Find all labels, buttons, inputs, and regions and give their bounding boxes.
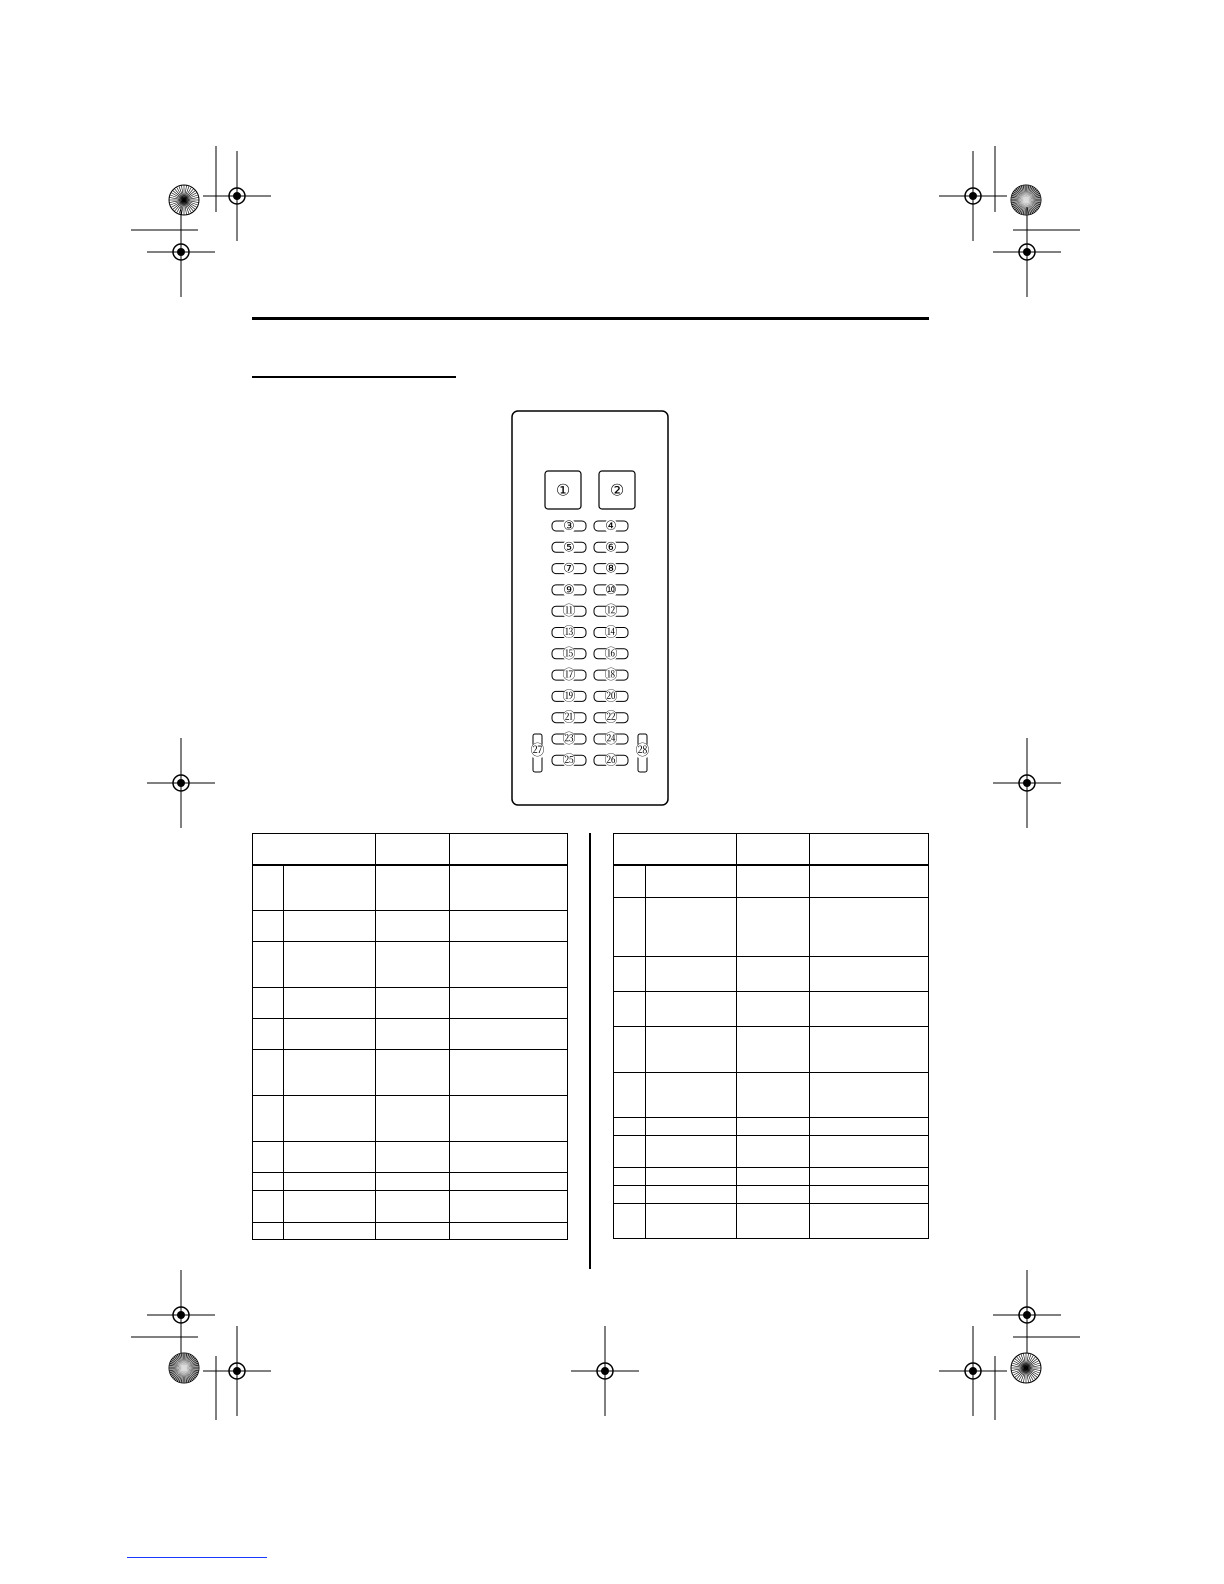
table-cell bbox=[614, 957, 646, 992]
table-cell bbox=[614, 1073, 646, 1118]
table-row bbox=[253, 1173, 568, 1191]
table-cell bbox=[284, 1096, 376, 1142]
crop-target-top-right-lower bbox=[993, 207, 1061, 297]
table-cell bbox=[284, 988, 376, 1019]
table-cell bbox=[646, 1118, 737, 1136]
table-cell bbox=[614, 1186, 646, 1204]
table-cell bbox=[810, 1204, 929, 1239]
main-fuse-label-2: ② bbox=[609, 480, 625, 500]
fuse-label-3: ③ bbox=[563, 519, 575, 534]
table-cell bbox=[253, 1142, 284, 1173]
section-heading-underline bbox=[252, 376, 456, 378]
table-row bbox=[253, 1050, 568, 1096]
starburst-mark-bottom-right bbox=[1011, 1353, 1041, 1383]
fuse-label-4: ④ bbox=[605, 519, 617, 534]
table-cell bbox=[646, 1027, 737, 1073]
table-cell bbox=[376, 1096, 450, 1142]
table-cell bbox=[614, 865, 646, 898]
table-cell bbox=[646, 1168, 737, 1186]
table-cell bbox=[737, 898, 810, 957]
table-cell bbox=[810, 1168, 929, 1186]
table-cell bbox=[284, 911, 376, 942]
table-cell bbox=[646, 1186, 737, 1204]
table-cell bbox=[810, 1118, 929, 1136]
table-cell bbox=[376, 1191, 450, 1223]
table-row bbox=[253, 1019, 568, 1050]
side-fuse-label-27: ㉗ bbox=[530, 743, 545, 759]
fuse-label-10: ⑩ bbox=[605, 582, 617, 598]
table-cell bbox=[284, 1142, 376, 1173]
right-table-header-cell bbox=[614, 834, 737, 865]
table-cell bbox=[376, 988, 450, 1019]
table-row bbox=[614, 865, 929, 898]
right-table-header-row bbox=[614, 834, 929, 865]
fuse-label-17: ⑰ bbox=[562, 668, 576, 684]
table-cell bbox=[284, 1173, 376, 1191]
table-cell bbox=[810, 898, 929, 957]
fuse-label-11: ⑪ bbox=[562, 604, 576, 620]
table-cell bbox=[253, 988, 284, 1019]
left-table-header-cell bbox=[450, 834, 568, 865]
table-cell bbox=[450, 1142, 568, 1173]
table-cell bbox=[450, 1019, 568, 1050]
fuse-label-20: ⑳ bbox=[604, 689, 618, 705]
fuse-table-right bbox=[613, 833, 929, 1239]
crop-target-top-left bbox=[203, 151, 271, 241]
table-cell bbox=[646, 898, 737, 957]
table-cell bbox=[810, 1136, 929, 1168]
crop-target-bottom-center bbox=[571, 1326, 639, 1416]
table-cell bbox=[614, 1118, 646, 1136]
table-cell bbox=[253, 1223, 284, 1240]
fuse-label-12: ⑫ bbox=[604, 604, 618, 620]
crop-target-bottom-right bbox=[939, 1326, 1007, 1416]
table-row bbox=[614, 1027, 929, 1073]
crop-target-bottom-left bbox=[203, 1326, 271, 1416]
crop-target-top-right bbox=[939, 151, 1007, 241]
table-cell bbox=[614, 1136, 646, 1168]
column-divider bbox=[589, 833, 591, 1269]
fuse-label-21: ㉑ bbox=[562, 710, 576, 726]
table-cell bbox=[646, 1204, 737, 1239]
table-cell bbox=[376, 911, 450, 942]
table-row bbox=[253, 911, 568, 942]
starburst-mark-top-right bbox=[1011, 185, 1041, 215]
right-table-header-cell bbox=[810, 834, 929, 865]
table-cell bbox=[253, 1019, 284, 1050]
fuse-label-24: ㉔ bbox=[604, 732, 618, 747]
table-cell bbox=[614, 992, 646, 1027]
table-cell bbox=[253, 1173, 284, 1191]
right-table-header-cell bbox=[737, 834, 810, 865]
table-row bbox=[253, 988, 568, 1019]
fuse-label-19: ⑲ bbox=[562, 689, 576, 705]
fuse-label-23: ㉓ bbox=[562, 732, 576, 747]
fuse-table-left bbox=[252, 833, 568, 1240]
table-cell bbox=[253, 942, 284, 988]
starburst-mark-top-left bbox=[169, 185, 199, 215]
table-cell bbox=[253, 1191, 284, 1223]
table-cell bbox=[450, 1223, 568, 1240]
crop-target-top-left-lower bbox=[147, 207, 215, 297]
table-row bbox=[253, 1096, 568, 1142]
fuse-label-15: ⑮ bbox=[562, 646, 576, 662]
table-cell bbox=[450, 988, 568, 1019]
fuse-label-16: ⑯ bbox=[604, 646, 618, 662]
left-table-header-cell bbox=[253, 834, 376, 865]
table-cell bbox=[646, 957, 737, 992]
table-row bbox=[253, 865, 568, 911]
table-cell bbox=[376, 1223, 450, 1240]
table-cell bbox=[737, 1186, 810, 1204]
table-cell bbox=[614, 1204, 646, 1239]
main-fuse-label-1: ① bbox=[555, 480, 571, 500]
table-cell bbox=[450, 1096, 568, 1142]
table-cell bbox=[376, 865, 450, 911]
table-row bbox=[614, 1136, 929, 1168]
fuse-panel-diagram bbox=[511, 410, 669, 806]
header-rule bbox=[252, 317, 929, 320]
table-cell bbox=[284, 1191, 376, 1223]
fuse-label-13: ⑬ bbox=[562, 625, 576, 641]
table-row bbox=[614, 898, 929, 957]
fuse-label-25: ㉕ bbox=[562, 753, 576, 769]
table-cell bbox=[376, 942, 450, 988]
table-cell bbox=[450, 1173, 568, 1191]
crop-target-middle-right bbox=[993, 738, 1061, 828]
crop-target-middle-left bbox=[147, 738, 215, 828]
table-row bbox=[614, 992, 929, 1027]
table-row bbox=[614, 957, 929, 992]
crop-target-bottom-right-upper bbox=[993, 1270, 1061, 1360]
fuse-label-7: ⑦ bbox=[563, 561, 575, 577]
table-cell bbox=[284, 1050, 376, 1096]
table-cell bbox=[646, 1073, 737, 1118]
table-row bbox=[253, 942, 568, 988]
table-row bbox=[614, 1073, 929, 1118]
table-cell bbox=[810, 1186, 929, 1204]
table-cell bbox=[284, 1019, 376, 1050]
table-row bbox=[253, 1191, 568, 1223]
table-cell bbox=[737, 1136, 810, 1168]
table-cell bbox=[810, 1027, 929, 1073]
table-cell bbox=[646, 865, 737, 898]
fuse-label-18: ⑱ bbox=[604, 668, 618, 684]
fuse-label-8: ⑧ bbox=[605, 561, 617, 577]
fuse-label-6: ⑥ bbox=[605, 540, 617, 556]
table-cell bbox=[646, 1136, 737, 1168]
table-cell bbox=[376, 1142, 450, 1173]
table-row bbox=[614, 1168, 929, 1186]
table-row bbox=[253, 1142, 568, 1173]
footer-link-underline bbox=[127, 1557, 267, 1558]
table-cell bbox=[737, 1204, 810, 1239]
table-cell bbox=[737, 1168, 810, 1186]
crop-target-bottom-left-upper bbox=[147, 1270, 215, 1360]
left-table-header-row bbox=[253, 834, 568, 865]
table-cell bbox=[284, 1223, 376, 1240]
table-cell bbox=[737, 957, 810, 992]
table-cell bbox=[376, 1173, 450, 1191]
fuse-label-26: ㉖ bbox=[604, 753, 618, 769]
table-cell bbox=[450, 1050, 568, 1096]
fuse-label-9: ⑨ bbox=[563, 582, 575, 598]
table-cell bbox=[737, 865, 810, 898]
table-cell bbox=[253, 1096, 284, 1142]
table-cell bbox=[253, 911, 284, 942]
table-cell bbox=[810, 957, 929, 992]
fuse-label-5: ⑤ bbox=[563, 540, 575, 556]
table-cell bbox=[737, 1073, 810, 1118]
fuse-label-14: ⑭ bbox=[604, 625, 618, 641]
table-cell bbox=[646, 992, 737, 1027]
table-row bbox=[253, 1223, 568, 1240]
table-cell bbox=[737, 992, 810, 1027]
table-cell bbox=[810, 1073, 929, 1118]
table-cell bbox=[284, 942, 376, 988]
table-cell bbox=[284, 865, 376, 911]
left-table-header-cell bbox=[376, 834, 450, 865]
table-cell bbox=[450, 942, 568, 988]
table-cell bbox=[737, 1118, 810, 1136]
table-cell bbox=[253, 1050, 284, 1096]
table-cell bbox=[376, 1050, 450, 1096]
table-cell bbox=[253, 865, 284, 911]
table-cell bbox=[450, 1191, 568, 1223]
table-row bbox=[614, 1204, 929, 1239]
table-cell bbox=[450, 865, 568, 911]
table-cell bbox=[376, 1019, 450, 1050]
starburst-mark-bottom-left bbox=[169, 1353, 199, 1383]
table-cell bbox=[614, 1027, 646, 1073]
fuse-label-22: ㉒ bbox=[604, 710, 618, 726]
table-cell bbox=[450, 911, 568, 942]
table-cell bbox=[614, 1168, 646, 1186]
side-fuse-label-28: ㉘ bbox=[635, 743, 650, 759]
table-row bbox=[614, 1118, 929, 1136]
table-cell bbox=[737, 1027, 810, 1073]
table-row bbox=[614, 1186, 929, 1204]
table-cell bbox=[614, 898, 646, 957]
table-cell bbox=[810, 992, 929, 1027]
table-cell bbox=[810, 865, 929, 898]
